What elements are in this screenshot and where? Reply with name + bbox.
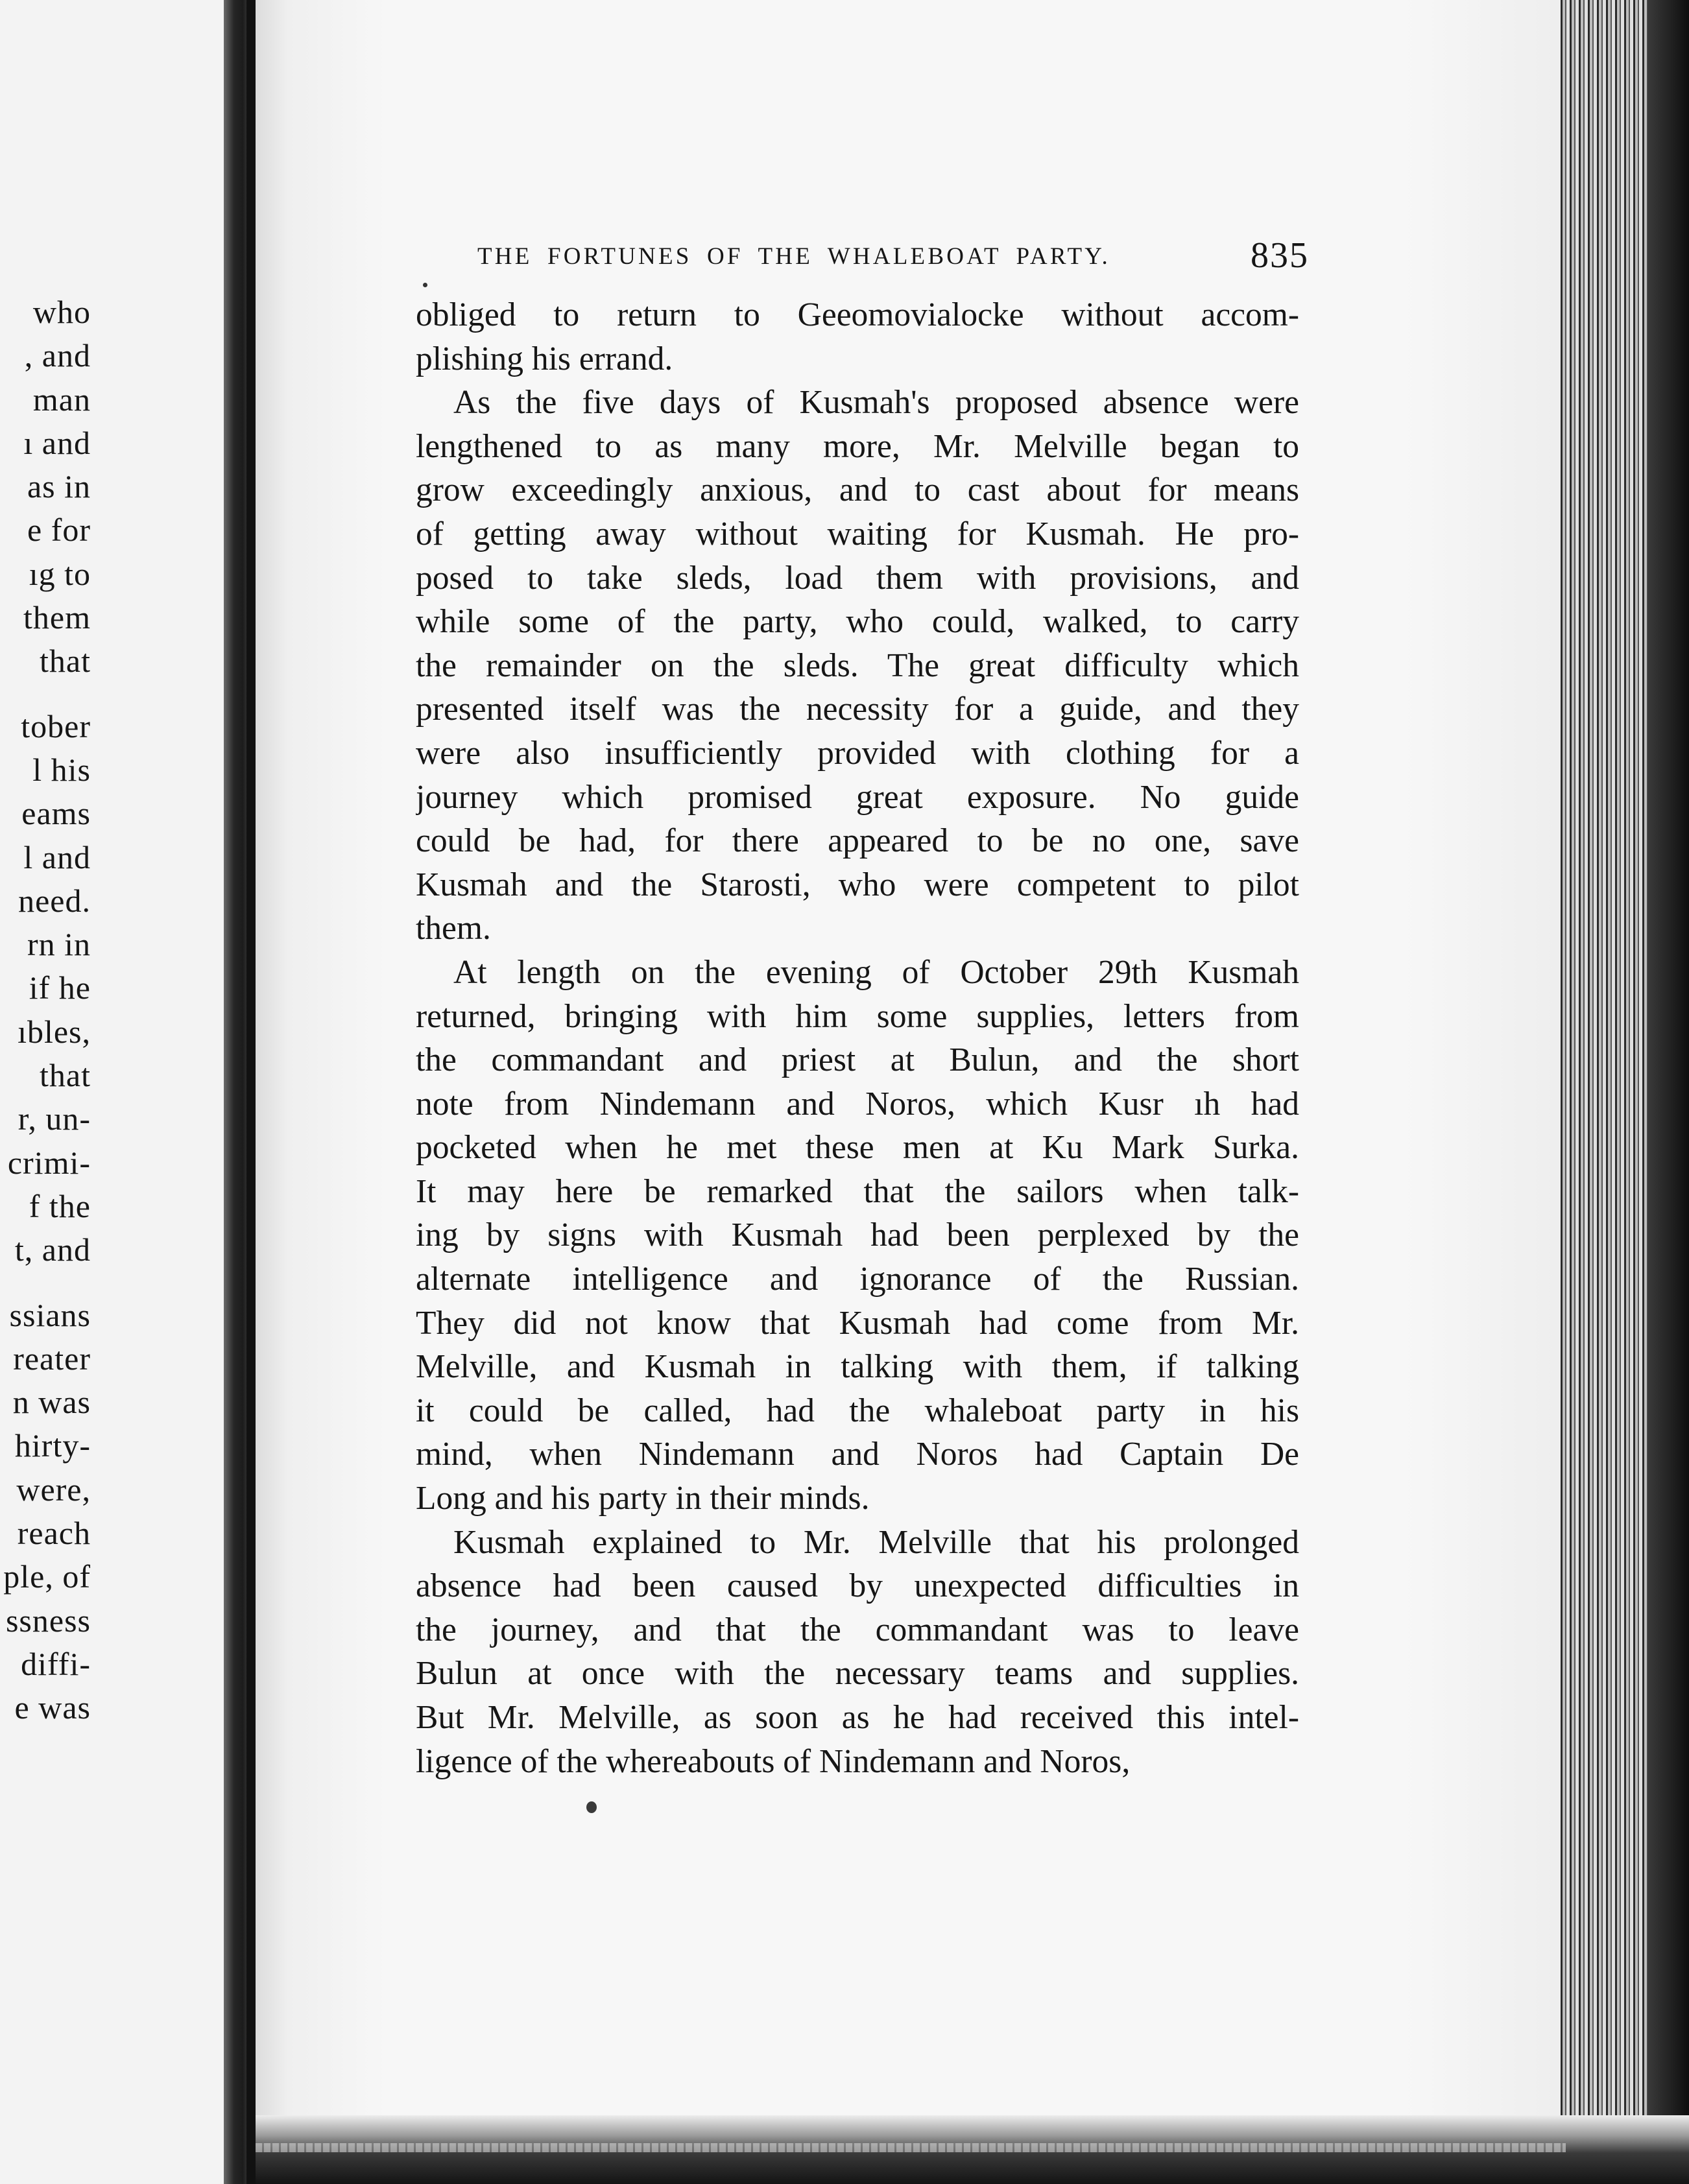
- ink-speck: [423, 283, 427, 287]
- left-page-line: reater: [13, 1340, 91, 1377]
- paragraph: [416, 1521, 1299, 1784]
- left-page-line: [0, 683, 91, 705]
- left-page-line: that: [40, 1057, 91, 1094]
- text-line: posed to take sleds, load them with provisions, and: [416, 559, 1299, 597]
- bottom-page-edges-texture: [256, 2143, 1566, 2152]
- text-line: were also insufficiently provided with clothing for a: [416, 734, 1299, 772]
- text-line: the commandant and priest at Bulun, and the short: [416, 1041, 1299, 1079]
- page-number: 835: [1251, 235, 1309, 276]
- left-page-line: l his: [32, 751, 91, 788]
- paragraph: [416, 951, 1299, 1521]
- text-line: grow exceedingly anxious, and to cast about for means: [416, 471, 1299, 509]
- paragraph: [416, 381, 1299, 951]
- left-page-line: if he: [29, 969, 91, 1006]
- left-page-line: crimi-: [7, 1144, 91, 1181]
- left-page-text: [0, 291, 91, 1730]
- text-line: plishing his errand.: [416, 340, 673, 377]
- text-line: while some of the party, who could, walked, to carry: [416, 603, 1299, 641]
- left-page-line: e for: [27, 512, 91, 549]
- left-page-line: who: [32, 294, 91, 330]
- text-line: the remainder on the sleds. The great difficulty which: [416, 647, 1299, 684]
- left-page-line: e was: [14, 1689, 91, 1726]
- text-line: Long and his party in their minds.: [416, 1480, 870, 1517]
- text-line: could be had, for there appeared to be no one, save: [416, 822, 1299, 860]
- left-page-line: hirty-: [14, 1427, 91, 1464]
- left-page-line: reach: [17, 1515, 91, 1552]
- text-line: it could be called, had the whaleboat party in his: [416, 1392, 1299, 1429]
- text-line: As the five days of Kusmah's proposed absence were: [453, 384, 1299, 421]
- left-page-line: man: [32, 381, 91, 418]
- running-header-title: THE FORTUNES OF THE WHALEBOAT PARTY.: [477, 243, 1110, 270]
- text-line: Kusmah and the Starosti, who were competent to pilot: [416, 866, 1299, 903]
- left-page-fragment: [0, 0, 224, 2184]
- text-line: Kusmah explained to Mr. Melville that his prolonged: [453, 1523, 1299, 1561]
- left-page-line: that: [40, 643, 91, 680]
- text-line: presented itself was the necessity for a guide, and they: [416, 691, 1299, 728]
- text-line: of getting away without waiting for Kusmah. He pro-: [416, 515, 1299, 552]
- left-page-line: ı and: [23, 424, 91, 461]
- book-cover-edge: [1647, 0, 1689, 2184]
- running-header: [0, 235, 1689, 280]
- text-line: journey which promised great exposure. No guide: [416, 778, 1299, 816]
- body-text: [416, 293, 1299, 1783]
- left-page-line: diffi-: [21, 1645, 91, 1682]
- text-line: They did not know that Kusmah had come from Mr.: [416, 1304, 1299, 1342]
- paragraph: [416, 293, 1299, 381]
- left-page-line: l and: [23, 838, 91, 875]
- text-line: them.: [416, 910, 491, 947]
- text-line: absence had been caused by unexpected difficulties in: [416, 1567, 1299, 1605]
- text-line: the journey, and that the commandant was to leave: [416, 1611, 1299, 1648]
- left-page-line: them: [23, 599, 91, 636]
- text-line: obliged to return to Geeomovialocke without accom-: [416, 296, 1299, 333]
- text-line: Bulun at once with the necessary teams and supplies.: [416, 1655, 1299, 1692]
- left-page-line: , and: [24, 337, 91, 374]
- ink-blot: [586, 1801, 597, 1813]
- left-page-line: r, un-: [18, 1100, 91, 1137]
- left-page-line: ple, of: [3, 1558, 91, 1595]
- text-line: pocketed when he met these men at Ku Mark Surka.: [416, 1129, 1299, 1167]
- left-page-line: were,: [16, 1471, 91, 1508]
- left-page-line: ıbles,: [18, 1013, 91, 1050]
- text-line: But Mr. Melville, as soon as he had received this intel-: [416, 1699, 1299, 1736]
- text-line: At length on the evening of October 29th Kusmah: [453, 953, 1299, 991]
- gutter-edge: [246, 0, 256, 2184]
- text-line: note from Nindemann and Noros, which Kusr ıh had: [416, 1085, 1299, 1122]
- left-page-line: ssness: [5, 1602, 91, 1639]
- left-page-line: n was: [12, 1384, 91, 1421]
- text-line: ing by signs with Kusmah had been perplexed by the: [416, 1217, 1299, 1254]
- left-page-line: tober: [21, 707, 91, 744]
- left-page-line: ıg to: [29, 555, 91, 592]
- text-line: It may here be remarked that the sailors when talk-: [416, 1172, 1299, 1210]
- left-page-line: ssians: [9, 1296, 91, 1333]
- text-line: ligence of the whereabouts of Nindemann and Noros,: [416, 1742, 1131, 1780]
- text-line: mind, when Nindemann and Noros had Captain De: [416, 1436, 1299, 1473]
- left-page-line: f the: [29, 1187, 91, 1224]
- text-line: Melville, and Kusmah in talking with them, if talking: [416, 1348, 1299, 1386]
- left-page-line: rn in: [27, 926, 91, 963]
- left-page-line: need.: [18, 882, 91, 919]
- left-page-line: as in: [27, 468, 91, 505]
- left-page-line: [0, 1272, 91, 1294]
- left-page-line: eams: [21, 795, 91, 832]
- text-line: alternate intelligence and ignorance of the Russian.: [416, 1261, 1299, 1298]
- text-line: lengthened to as many more, Mr. Melville began to: [416, 427, 1299, 465]
- left-page-line: t, and: [14, 1231, 91, 1268]
- text-line: returned, bringing with him some supplies, letters from: [416, 997, 1299, 1035]
